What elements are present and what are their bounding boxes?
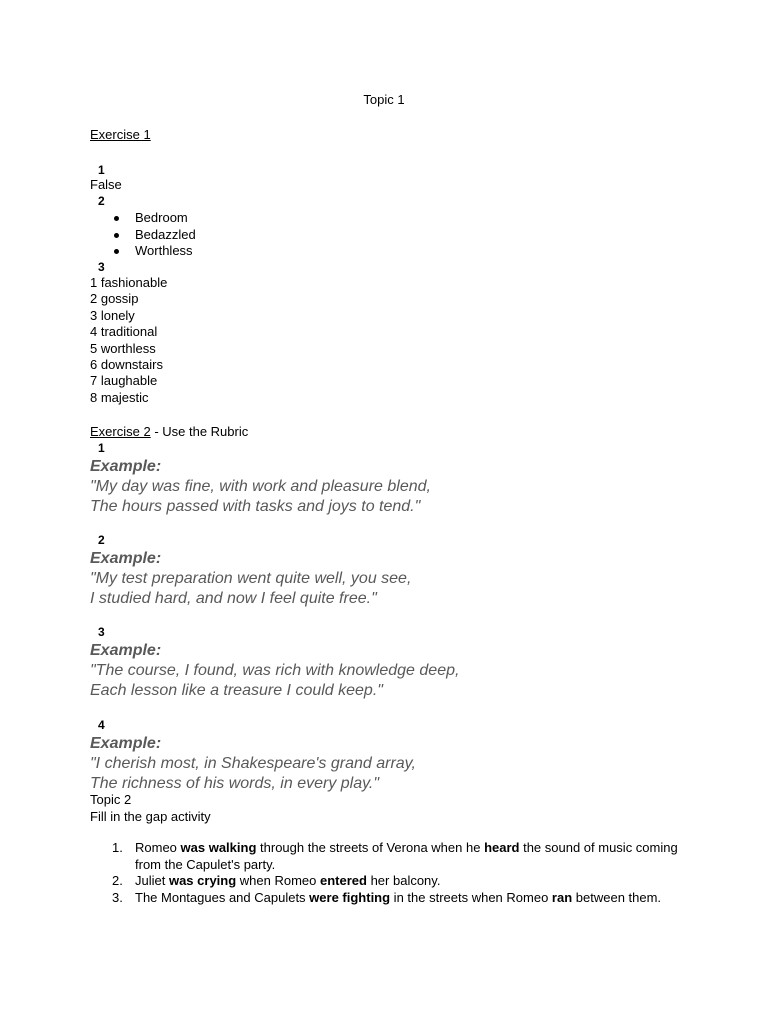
gap-item-1 (90, 840, 690, 873)
gap-text: the sound of music coming from the Capulet's party. (135, 840, 678, 872)
poem-line: "My test preparation went quite well, you see, (90, 570, 412, 587)
poem-line: "My day was fine, with work and pleasure blend, (90, 478, 431, 495)
exercise1-q3-number: 3 (98, 260, 105, 274)
exercise2-heading-link-text: Exercise 2 (90, 424, 151, 439)
example4-poem (90, 754, 416, 793)
list-item: 3 lonely (90, 307, 135, 323)
example3-poem (90, 661, 459, 700)
topic2-title: Topic 2 (90, 792, 132, 807)
gap-text: Juliet (135, 873, 169, 888)
exercise1-heading: Exercise 1 (90, 127, 151, 142)
list-item: 8 majestic (90, 389, 149, 405)
gap-activity-list (90, 840, 690, 906)
exercise1-q3-list (90, 275, 167, 406)
gap-item-number: 3. (112, 889, 123, 905)
exercise1-q2-list (90, 210, 196, 260)
gap-text: her balcony. (366, 873, 441, 888)
gap-text: between them. (572, 889, 662, 905)
example3-label: Example: (90, 642, 162, 659)
gap-text: The Montagues and Capulets (135, 889, 310, 905)
list-item: 1 fashionable (90, 275, 168, 290)
topic1-title: Topic 1 (363, 92, 405, 107)
list-item: 5 worthless (90, 340, 156, 356)
gap-answer: entered (320, 873, 367, 888)
list-item: 7 laughable (90, 373, 158, 389)
example2-poem (90, 569, 411, 608)
example1-number: 1 (98, 441, 105, 455)
list-item: 4 traditional (90, 324, 158, 340)
gap-text: in the streets when Romeo (390, 889, 552, 905)
poem-line: The richness of his words, in every play." (90, 774, 380, 792)
poem-line: I studied hard, and now I feel quite free." (90, 589, 377, 607)
poem-line: "I cherish most, in Shakespeare's grand array, (90, 755, 416, 772)
example4-number: 4 (98, 718, 105, 732)
exercise2-heading-suffix: - Use the Rubric (150, 424, 249, 439)
list-item: 6 downstairs (90, 357, 163, 373)
example1-poem (90, 477, 431, 516)
exercise2-heading (90, 424, 248, 440)
poem-line: Each lesson like a treasure I could keep." (90, 681, 383, 699)
gap-text: when Romeo (236, 873, 320, 888)
poem-line: The hours passed with tasks and joys to tend." (90, 497, 421, 515)
gap-answer: ran (551, 889, 573, 905)
example2-number: 2 (98, 533, 105, 547)
poem-line: "The course, I found, was rich with knowledge deep, (90, 662, 460, 679)
exercise1-q1-answer: False (90, 177, 122, 192)
gap-item-3 (90, 890, 690, 907)
gap-text: through the streets of Verona when he (256, 840, 485, 855)
gap-item-2 (90, 873, 690, 890)
gap-item-number: 1. (112, 840, 123, 855)
gap-item-number: 2. (112, 873, 123, 888)
list-item: Worthless (90, 243, 196, 260)
gap-answer: was walking (180, 840, 257, 855)
gap-text: Romeo (135, 840, 181, 855)
topic2-subtitle: Fill in the gap activity (90, 809, 211, 824)
example3-number: 3 (98, 625, 105, 639)
exercise1-q1-number: 1 (98, 163, 105, 177)
list-item: Bedazzled (90, 227, 196, 244)
gap-answer: heard (484, 840, 520, 855)
gap-answer: were fighting (309, 889, 391, 905)
example1-label: Example: (90, 458, 162, 475)
example4-label: Example: (90, 735, 162, 752)
exercise1-q2-number: 2 (98, 194, 105, 208)
gap-answer: was crying (168, 873, 237, 888)
list-item: Bedroom (90, 210, 196, 227)
list-item: 2 gossip (90, 291, 139, 307)
example2-label: Example: (90, 550, 162, 567)
